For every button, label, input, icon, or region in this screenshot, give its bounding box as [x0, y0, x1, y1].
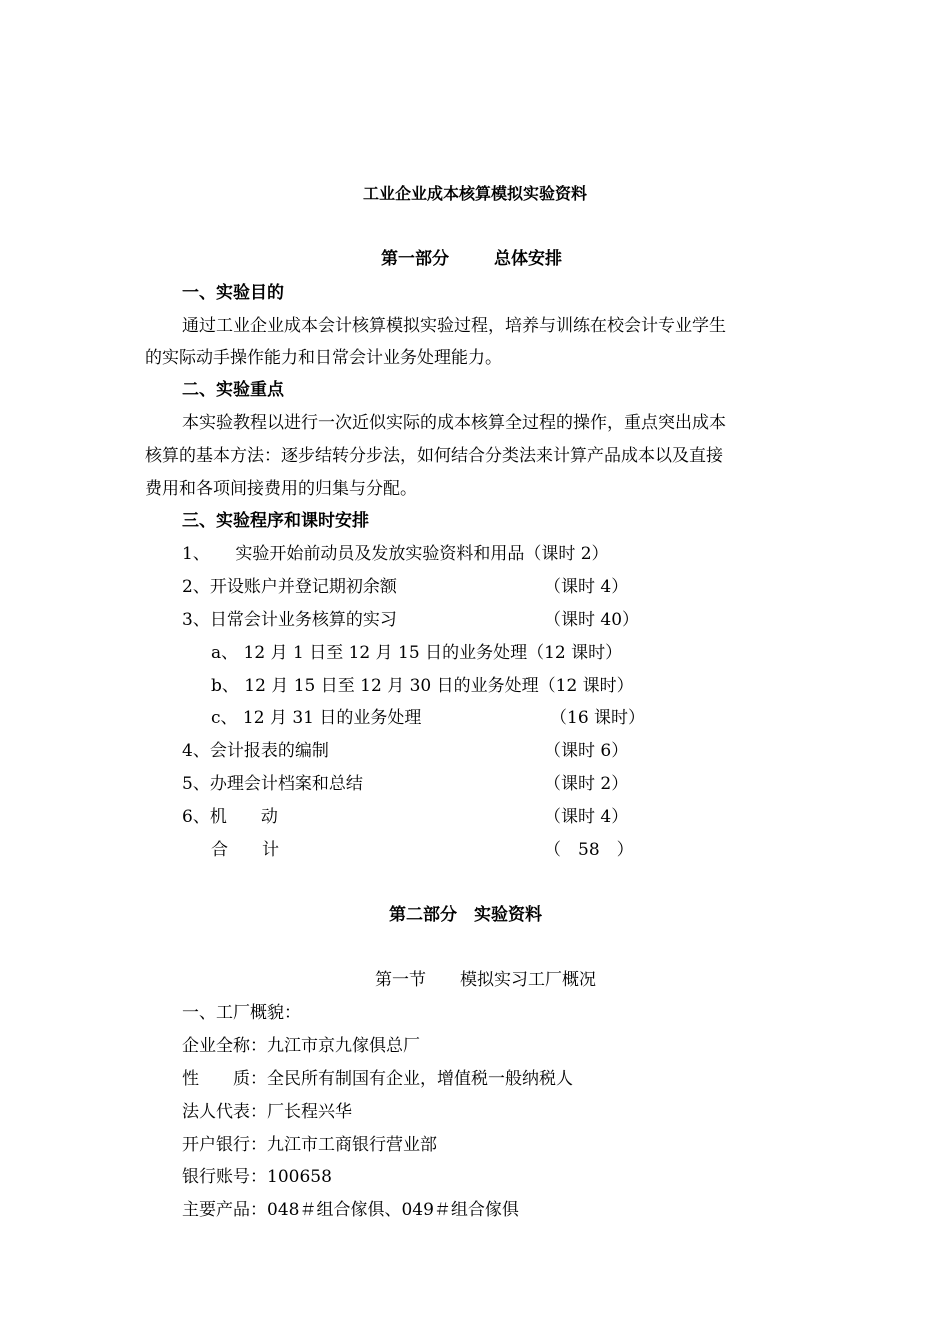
schedule-hours: （课时 6）: [544, 741, 629, 761]
focus-text-line: 费用和各项间接费用的归集与分配。: [145, 479, 417, 499]
part1-heading-number: 第一部分: [381, 249, 449, 269]
document-title: 工业企业成本核算模拟实验资料: [362, 184, 587, 203]
info-line-products: 主要产品：048＃组合傢俱、049＃组合傢俱: [182, 1200, 519, 1220]
focus-text-line: 本实验教程以进行一次近似实际的成本核算全过程的操作，重点突出成本: [182, 413, 726, 433]
info-line-bank: 开户银行：九江市工商银行营业部: [182, 1135, 437, 1155]
schedule-item: 5、办理会计档案和总结: [182, 774, 363, 794]
part1-heading-title: 总体安排: [494, 249, 562, 269]
part2-heading: 第二部分 实验资料: [389, 905, 542, 925]
schedule-item: 6、机 动: [182, 807, 278, 827]
schedule-subitem: c、 12 月 31 日的业务处理: [211, 708, 422, 728]
schedule-hours: （课时 40）: [544, 610, 640, 630]
section-purpose-title: 一、实验目的: [182, 283, 284, 303]
schedule-item: 4、会计报表的编制: [182, 741, 329, 761]
schedule-hours: （课时 4）: [544, 577, 629, 597]
schedule-total-label: 合 计: [211, 840, 279, 860]
schedule-hours: （16 课时）: [550, 708, 646, 728]
info-line-company-name: 企业全称：九江市京九傢俱总厂: [182, 1036, 420, 1056]
schedule-item: 3、日常会计业务核算的实习: [182, 610, 397, 630]
focus-text-line: 核算的基本方法：逐步结转分步法，如何结合分类法来计算产品成本以及直接: [145, 446, 723, 466]
schedule-item: 2、开设账户并登记期初余额: [182, 577, 397, 597]
schedule-subitem: b、 12 月 15 日至 12 月 30 日的业务处理（12 课时）: [211, 676, 634, 696]
schedule-item: 1、 实验开始前动员及发放实验资料和用品（课时 2）: [182, 544, 609, 564]
factory-overview-title: 一、工厂概貌：: [182, 1003, 301, 1023]
purpose-text-line: 通过工业企业成本会计核算模拟实验过程，培养与训练在校会计专业学生: [182, 316, 726, 336]
section1-heading: 第一节 模拟实习工厂概况: [375, 970, 596, 990]
section-schedule-title: 三、实验程序和课时安排: [182, 511, 369, 531]
schedule-subitem: a、 12 月 1 日至 12 月 15 日的业务处理（12 课时）: [211, 643, 623, 663]
purpose-text-line: 的实际动手操作能力和日常会计业务处理能力。: [145, 348, 502, 368]
schedule-hours: （课时 2）: [544, 774, 629, 794]
schedule-hours: （课时 4）: [544, 807, 629, 827]
schedule-total-hours: （ 58 ）: [544, 840, 634, 860]
info-line-account: 银行账号：100658: [182, 1167, 332, 1187]
section-focus-title: 二、实验重点: [182, 380, 284, 400]
info-line-legal-rep: 法人代表：厂长程兴华: [182, 1102, 352, 1122]
info-line-nature: 性 质：全民所有制国有企业，增值税一般纳税人: [182, 1069, 573, 1089]
